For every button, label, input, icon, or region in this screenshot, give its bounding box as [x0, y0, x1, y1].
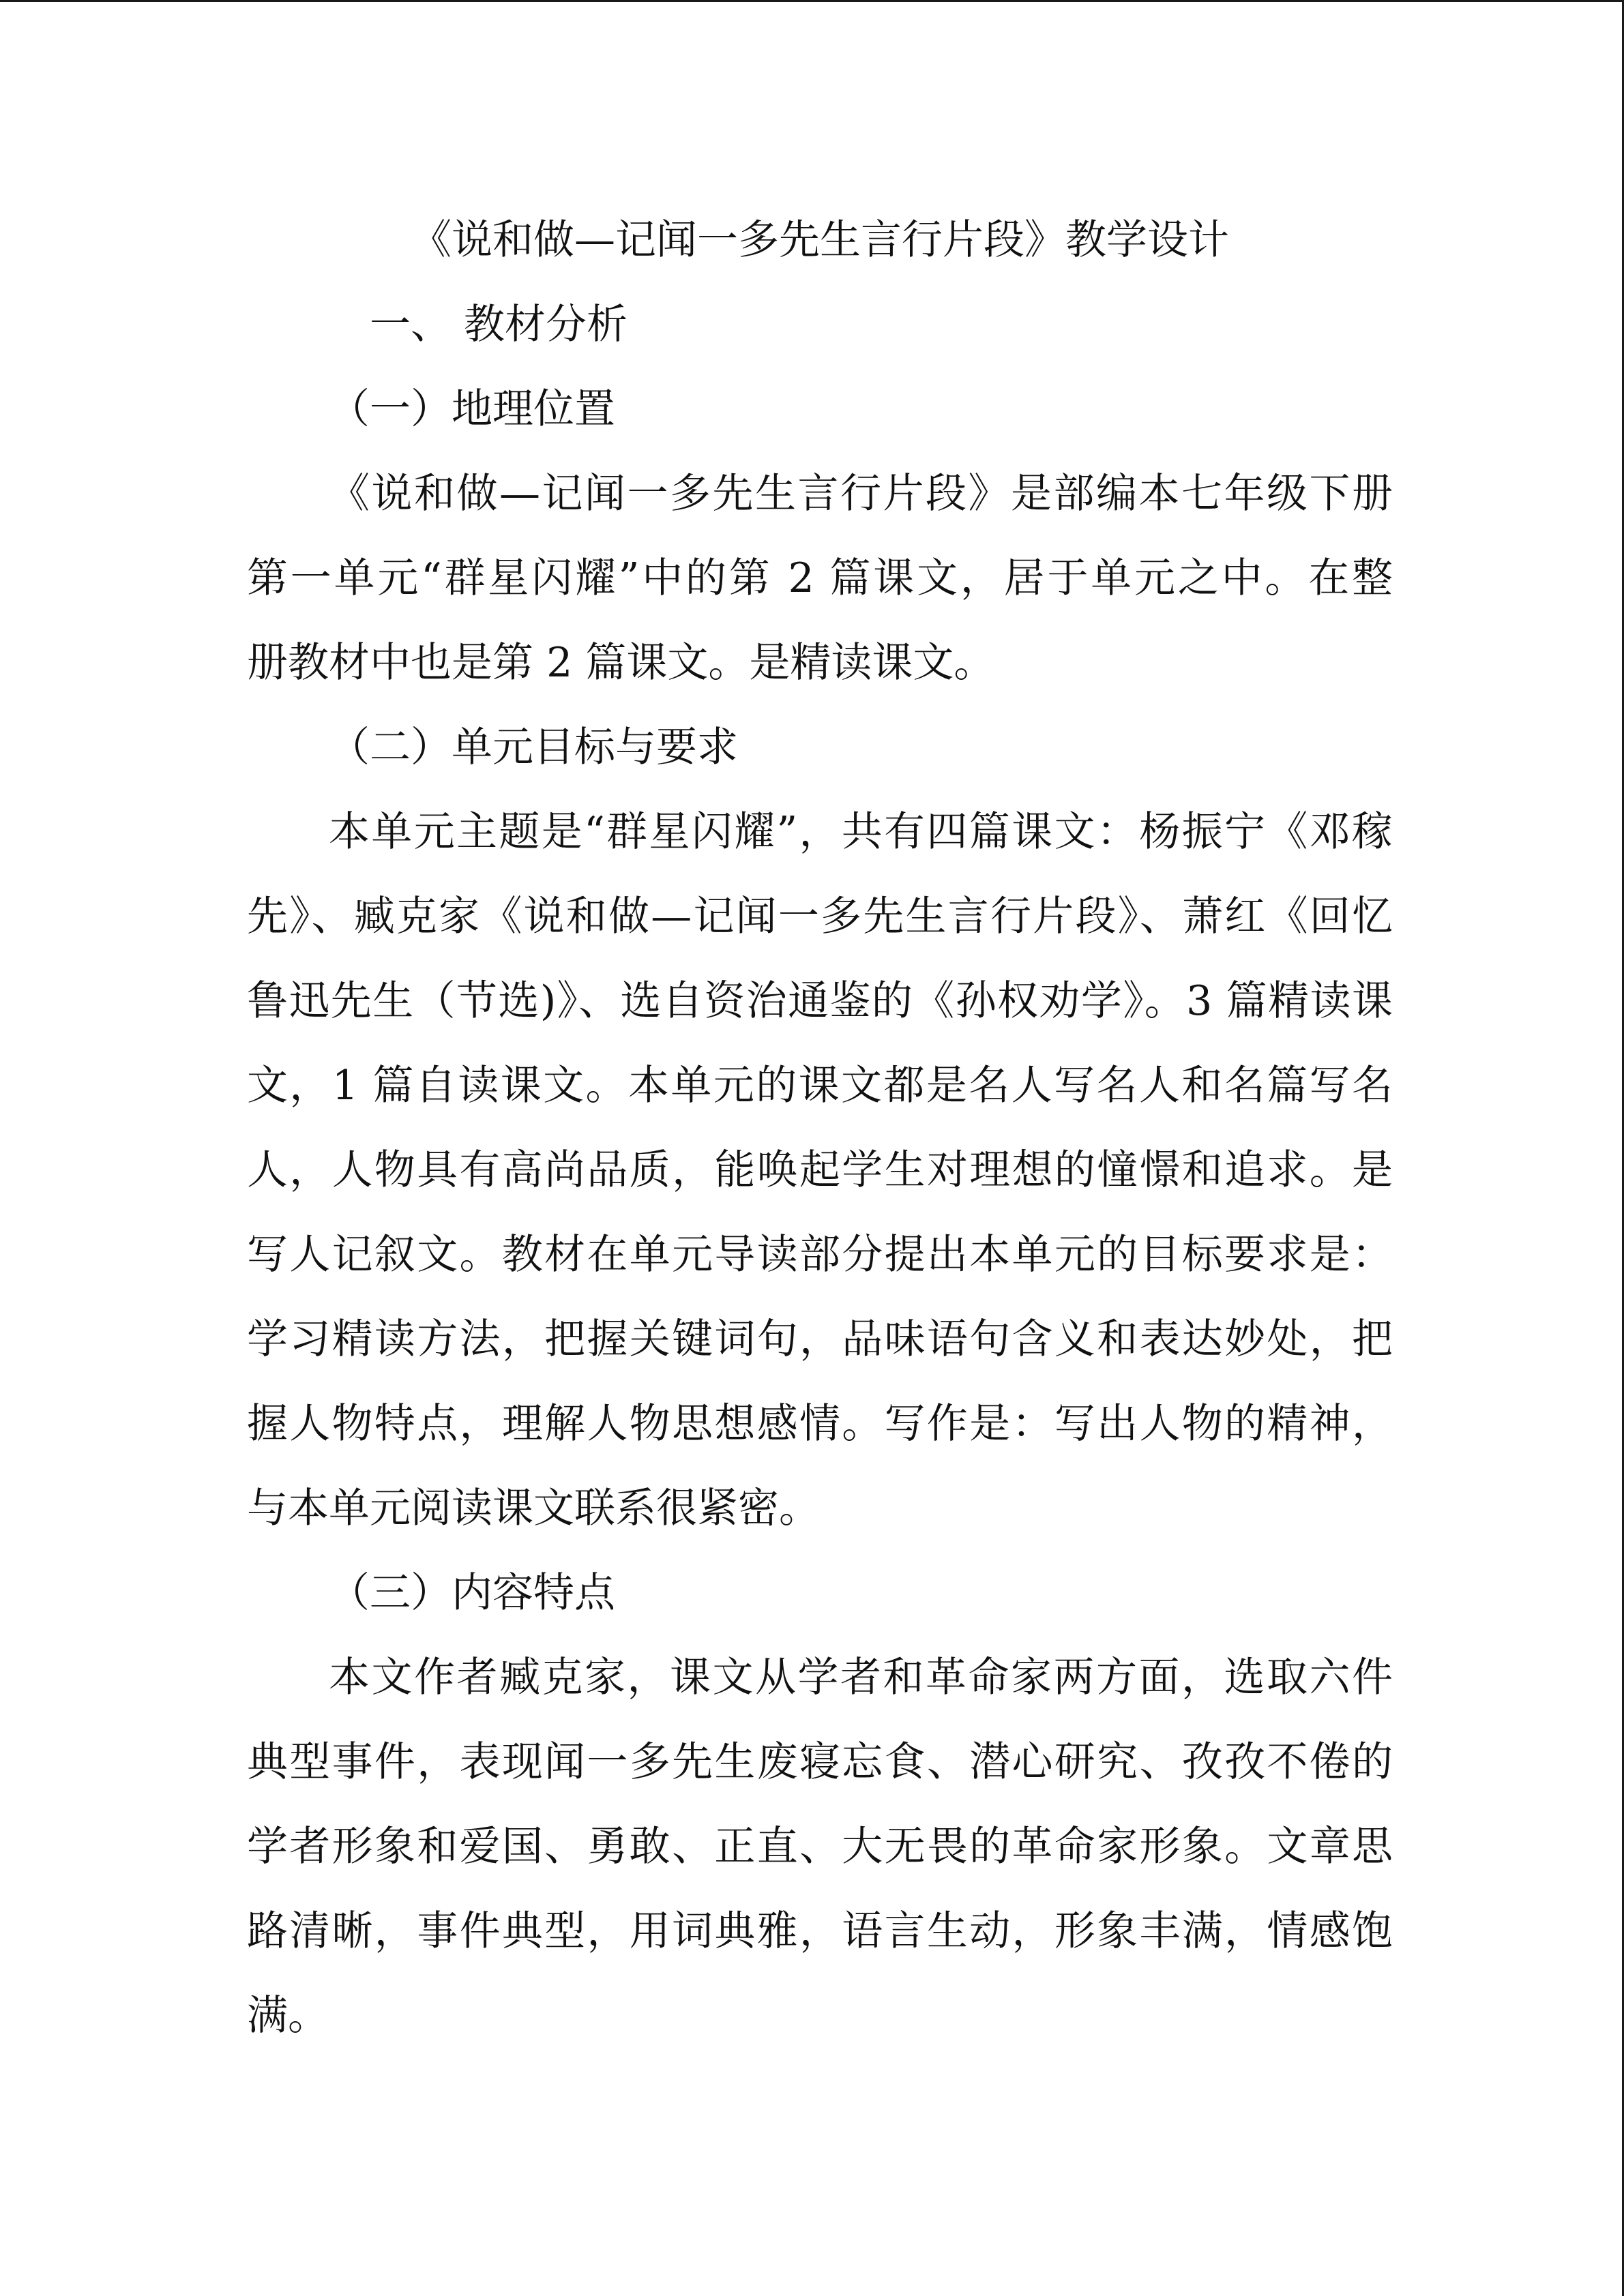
document-title: 《说和做—记闻一多先生言行片段》教学设计	[411, 216, 1229, 264]
subsection-heading-2: （二）单元目标与要求	[329, 724, 738, 771]
paragraph-line: 满。	[247, 1992, 329, 2040]
paragraph-line: 学习精读方法，把握关键词句，品味语句含义和表达妙处，把	[247, 1315, 1393, 1363]
paragraph-line: 路清晰，事件典型，用词典雅，语言生动，形象丰满，情感饱	[247, 1907, 1393, 1955]
paragraph-line: 本单元主题是“群星闪耀”，共有四篇课文：杨振宁《邓稼	[329, 808, 1393, 856]
paragraph-line: 典型事件，表现闻一多先生废寝忘食、潜心研究、孜孜不倦的	[247, 1738, 1393, 1786]
paragraph-line: 第一单元“群星闪耀”中的第 2 篇课文，居于单元之中。在整	[247, 554, 1393, 602]
paragraph-line: 册教材中也是第 2 篇课文。是精读课文。	[247, 639, 995, 687]
section-number-1: 一、	[370, 301, 452, 348]
paragraph-line: 与本单元阅读课文联系很紧密。	[247, 1485, 820, 1532]
paragraph-line: 本文作者臧克家，课文从学者和革命家两方面，选取六件	[329, 1654, 1393, 1701]
page-border-top	[0, 0, 1624, 2]
paragraph-line: 学者形象和爱国、勇敢、正直、大无畏的革命家形象。文章思	[247, 1823, 1393, 1870]
paragraph-line: 握人物特点，理解人物思想感情。写作是：写出人物的精神，	[247, 1400, 1393, 1448]
paragraph-content-features	[247, 1635, 1393, 2058]
paragraph-line: 鲁迅先生（节选)》、选自资治通鉴的《孙权劝学》。3 篇精读课	[247, 977, 1393, 1025]
paragraph-position	[247, 451, 1393, 705]
paragraph-line: 文，1 篇自读课文。本单元的课文都是名人写名人和名篇写名	[247, 1062, 1393, 1109]
paragraph-line: 《说和做—记闻一多先生言行片段》是部编本七年级下册	[329, 470, 1393, 518]
paragraph-line: 写人记叙文。教材在单元导读部分提出本单元的目标要求是：	[247, 1231, 1393, 1279]
section-heading-1	[247, 282, 1393, 367]
subsection-heading-1: （一）地理位置	[329, 385, 615, 433]
subsection-heading-3: （三）内容特点	[329, 1569, 615, 1617]
paragraph-line: 人，人物具有高尚品质，能唤起学生对理想的憧憬和追求。是	[247, 1146, 1393, 1194]
paragraph-unit-goals	[247, 790, 1393, 1551]
paragraph-line: 先》、臧克家《说和做—记闻一多先生言行片段》、萧红《回忆	[247, 893, 1393, 940]
section-title-1: 教材分析	[464, 301, 628, 348]
document-page	[247, 198, 1393, 2058]
